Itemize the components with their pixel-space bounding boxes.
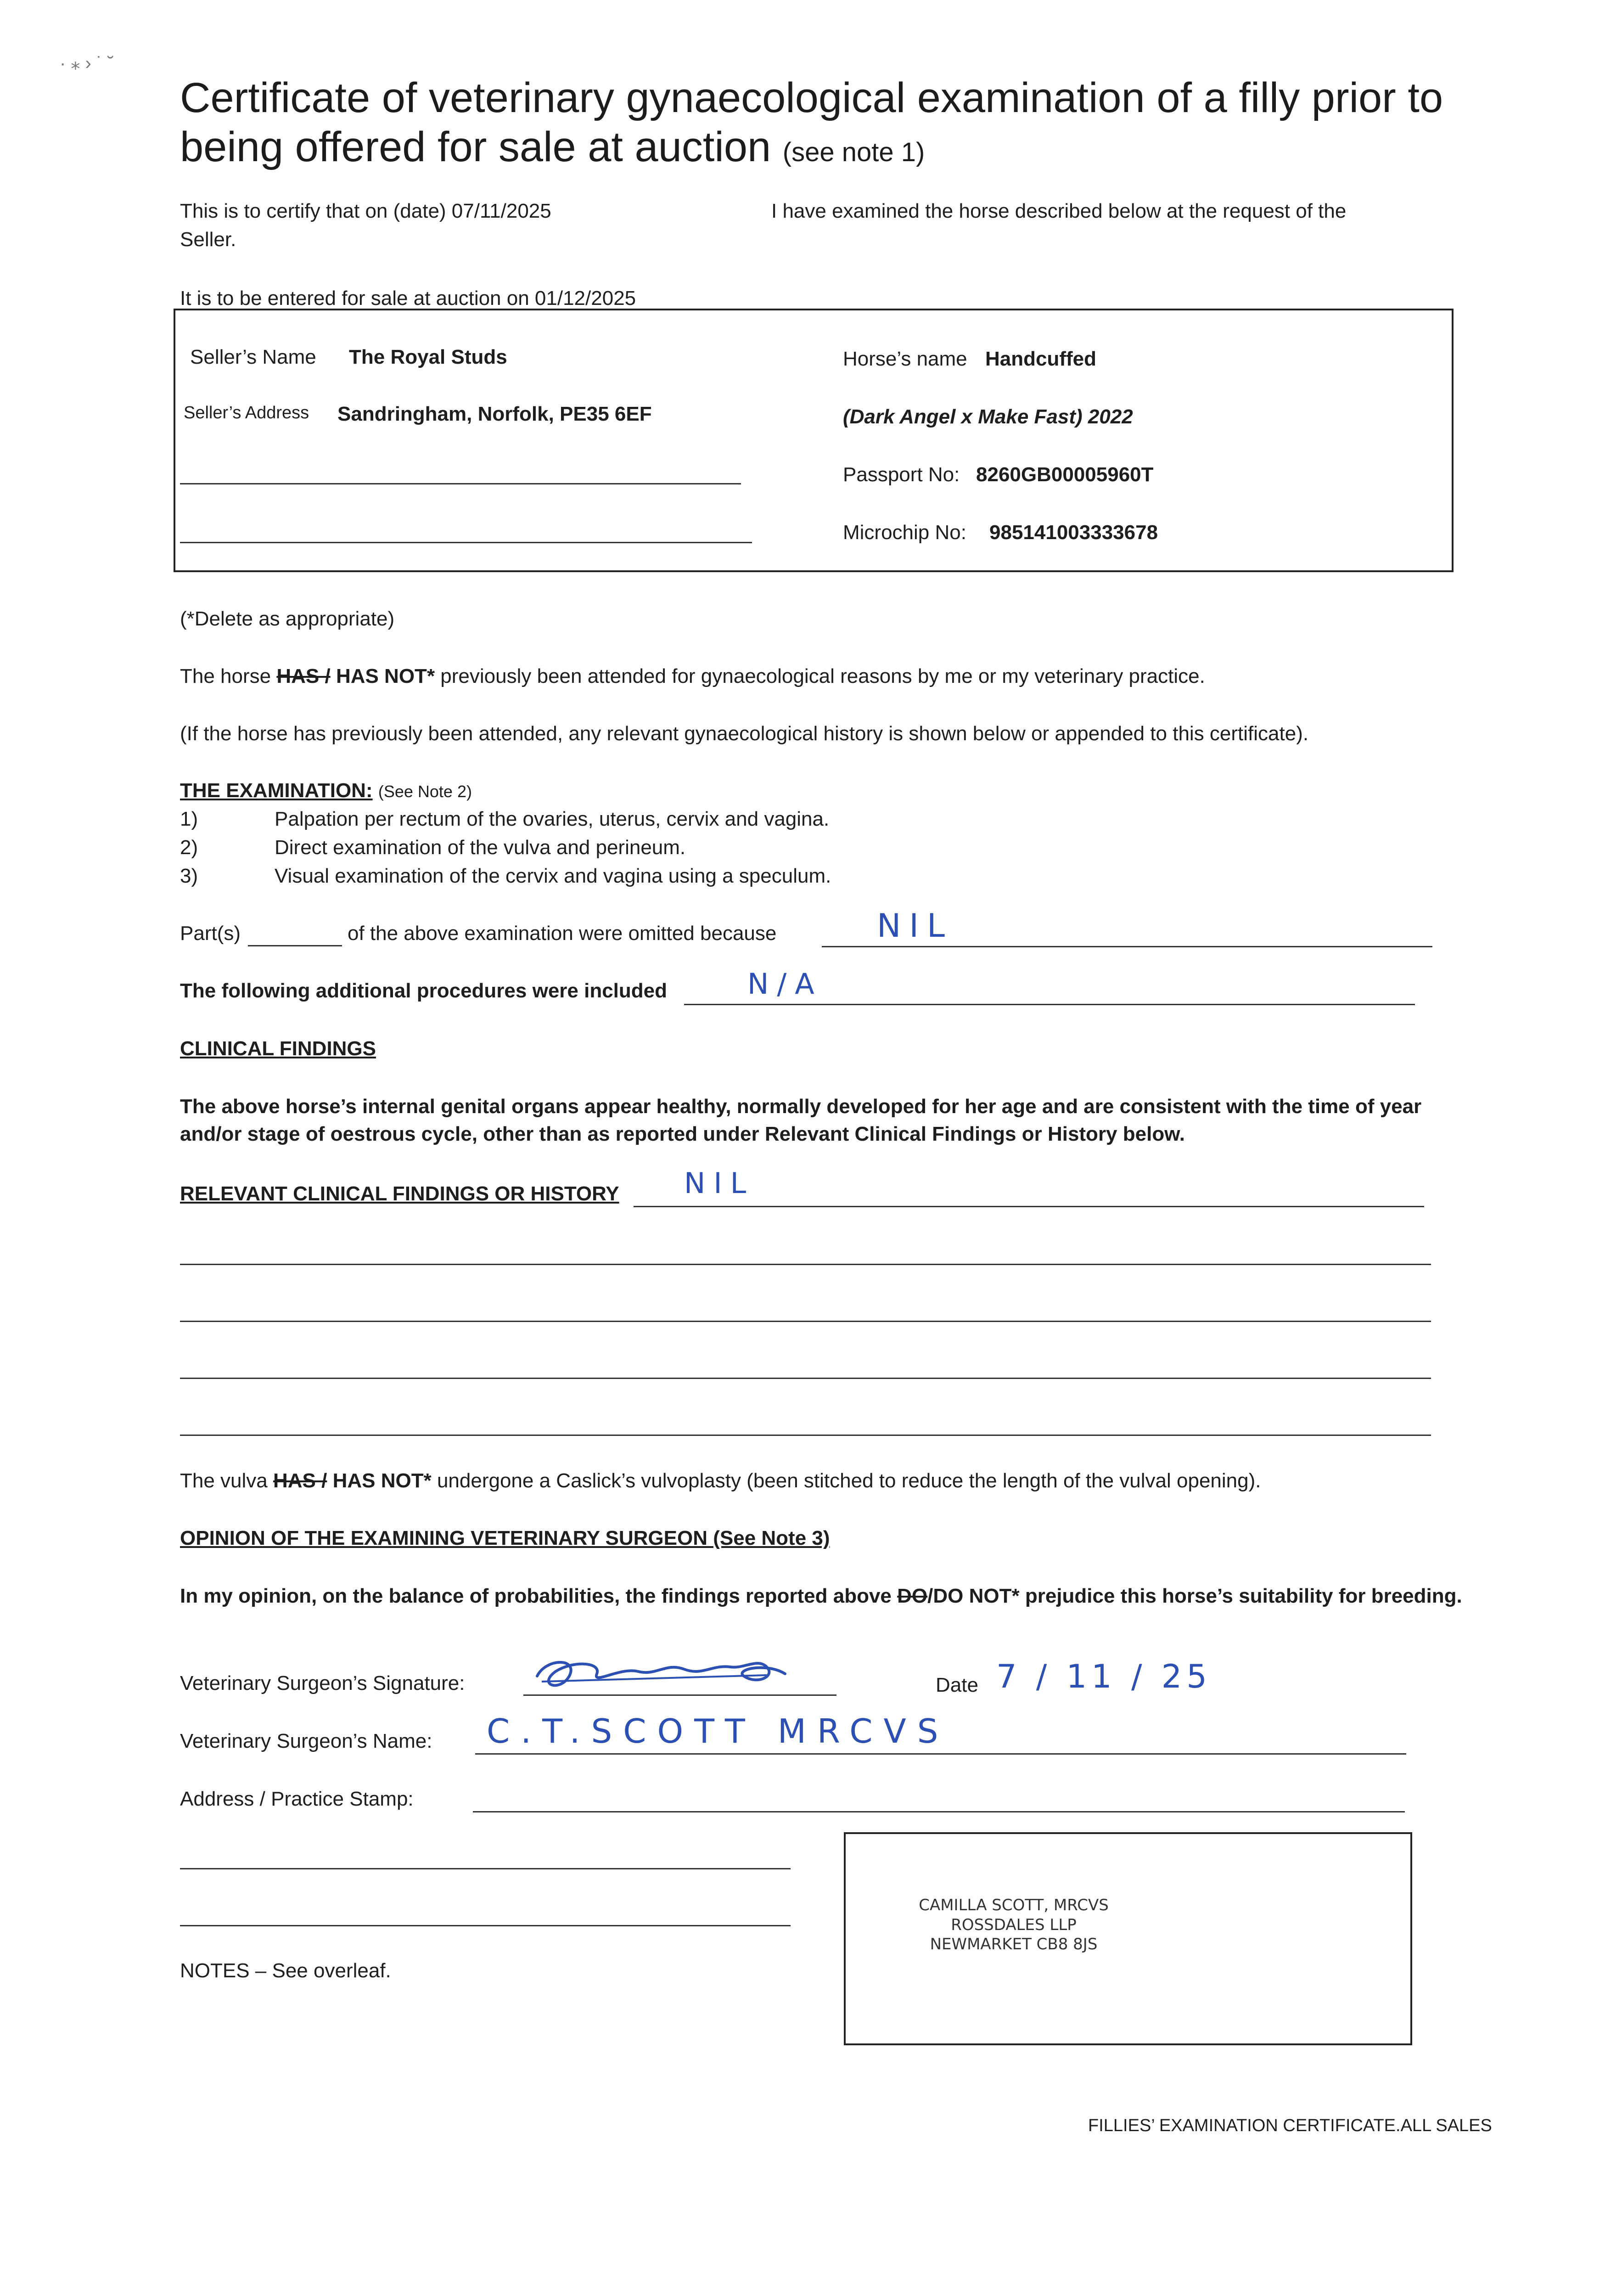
- address-line-2: [180, 542, 752, 543]
- omitted-label-start: Part(s): [180, 922, 241, 945]
- surgeon-name-line: [475, 1753, 1406, 1755]
- vulva-kept: HAS NOT*: [332, 1469, 432, 1492]
- date-label: Date: [936, 1674, 978, 1696]
- address-line-1: [180, 483, 741, 484]
- practice-stamp: [913, 1896, 1115, 1954]
- notes-text: NOTES – See overleaf.: [180, 1959, 391, 1982]
- horse-name: Handcuffed: [985, 348, 1096, 370]
- relevant-line-2: [180, 1264, 1431, 1265]
- relevant-heading: RELEVANT CLINICAL FINDINGS OR HISTORY: [180, 1182, 619, 1205]
- opinion-kept: /DO NOT*: [927, 1585, 1020, 1607]
- certificate-title: [180, 73, 1557, 171]
- address-stamp-line-3: [180, 1925, 791, 1926]
- auction-text: It is to be entered for sale at auction on 01/12/2025: [180, 287, 636, 310]
- examination-heading-text: THE EXAMINATION:: [180, 779, 373, 802]
- exam-item-text-1: Palpation per rectum of the ovaries, uterus, cervix and vagina.: [275, 808, 830, 830]
- passport-number: 8260GB00005960T: [976, 463, 1154, 486]
- omitted-label-end: of the above examination were omitted because: [348, 922, 777, 945]
- vulva-prefix: The vulva: [180, 1469, 268, 1492]
- address-stamp-line-1: [473, 1811, 1405, 1812]
- history-note: (If the horse has previously been attended, any relevant gynaecological history is shown below or appended to this certificate).: [180, 722, 1309, 745]
- opinion-heading: OPINION OF THE EXAMINING VETERINARY SURGEON (See Note 3): [180, 1527, 830, 1549]
- stamp-line-3: NEWMARKET CB8 8JS: [930, 1935, 1098, 1953]
- microchip-number: 985141003333678: [989, 521, 1158, 544]
- relevant-line-1: [634, 1206, 1424, 1207]
- exam-item-num-2: 2): [180, 836, 198, 859]
- address-stamp-line-2: [180, 1868, 791, 1869]
- additional-handwritten: N/A: [747, 967, 823, 1001]
- certify-text: This is to certify that on (date) 07/11/2025: [180, 200, 551, 222]
- exam-item-num-1: 1): [180, 808, 198, 830]
- horse-name-label: Horse’s name: [843, 348, 967, 370]
- delete-note: (*Delete as appropriate): [180, 608, 395, 630]
- vulva-struck: HAS /: [273, 1469, 327, 1492]
- date-value: 7 / 11 / 25: [996, 1658, 1212, 1695]
- seller-word: Seller.: [180, 228, 236, 251]
- exam-item-num-3: 3): [180, 865, 198, 887]
- vulva-suffix: undergone a Caslick’s vulvoplasty (been stitched to reduce the length of the vulval opening).: [437, 1469, 1261, 1492]
- seller-address-label: Seller’s Address: [184, 403, 309, 422]
- omitted-reason-line: [822, 946, 1432, 947]
- stamp-line-2: ROSSDALES LLP: [951, 1915, 1077, 1934]
- seller-name-label: Seller’s Name: [190, 346, 316, 368]
- signature-label: Veterinary Surgeon’s Signature:: [180, 1672, 465, 1694]
- address-stamp-label: Address / Practice Stamp:: [180, 1788, 414, 1810]
- attended-prefix: The horse: [180, 665, 271, 687]
- passport-label: Passport No:: [843, 463, 960, 486]
- examination-heading: [180, 777, 472, 804]
- vulva-statement: [180, 1467, 1261, 1494]
- seller-name: The Royal Studs: [349, 346, 507, 368]
- relevant-handwritten: NIL: [684, 1166, 755, 1200]
- omitted-parts-line: [248, 945, 342, 946]
- clinical-heading: CLINICAL FINDINGS: [180, 1037, 376, 1060]
- title-note: (see note 1): [782, 137, 925, 167]
- additional-line: [684, 1004, 1415, 1005]
- surgeon-name-value: C.T.SCOTT MRCVS: [487, 1712, 949, 1750]
- footer-text: FILLIES’ EXAMINATION CERTIFICATE.ALL SALES: [1088, 2116, 1492, 2135]
- microchip-label: Microchip No:: [843, 521, 966, 544]
- relevant-line-4: [180, 1378, 1431, 1379]
- examined-text: I have examined the horse described below at the request of the: [771, 200, 1347, 222]
- attended-statement: [180, 663, 1205, 690]
- exam-item-text-3: Visual examination of the cervix and vagina using a speculum.: [275, 865, 831, 887]
- stamp-line-1: CAMILLA SCOTT, MRCVS: [919, 1896, 1109, 1914]
- surgeon-name-label: Veterinary Surgeon’s Name:: [180, 1730, 432, 1752]
- attended-suffix: previously been attended for gynaecological reasons by me or my veterinary practice.: [440, 665, 1205, 687]
- exam-item-text-2: Direct examination of the vulva and perineum.: [275, 836, 686, 859]
- seller-address: Sandringham, Norfolk, PE35 6EF: [337, 403, 652, 425]
- opinion-suffix: prejudice this horse’s suitability for breeding.: [1025, 1585, 1462, 1607]
- relevant-line-3: [180, 1321, 1431, 1322]
- scan-mark: · ⁎ › ˙ ˘: [60, 53, 114, 73]
- omitted-handwritten: NIL: [877, 907, 954, 945]
- clinical-statement: The above horse’s internal genital organs appear healthy, normally developed for her age and are consistent with the time of year and/or stage of oestrous cycle, other than as reported under Relevant Clinical Findings or History below.: [180, 1095, 1422, 1145]
- attended-kept: HAS NOT*: [336, 665, 435, 687]
- signature-scribble: [528, 1649, 794, 1699]
- opinion-statement: [180, 1582, 1470, 1610]
- opinion-struck: DO: [897, 1585, 928, 1607]
- examination-heading-note: (See Note 2): [378, 782, 472, 801]
- title-text: Certificate of veterinary gynaecological examination of a filly prior to being offered for sale at auction: [180, 74, 1443, 170]
- attended-struck: HAS /: [276, 665, 331, 687]
- horse-pedigree: (Dark Angel x Make Fast) 2022: [843, 405, 1133, 428]
- opinion-prefix: In my opinion, on the balance of probabilities, the findings reported above: [180, 1585, 892, 1607]
- relevant-line-5: [180, 1435, 1431, 1436]
- additional-label: The following additional procedures were included: [180, 979, 668, 1002]
